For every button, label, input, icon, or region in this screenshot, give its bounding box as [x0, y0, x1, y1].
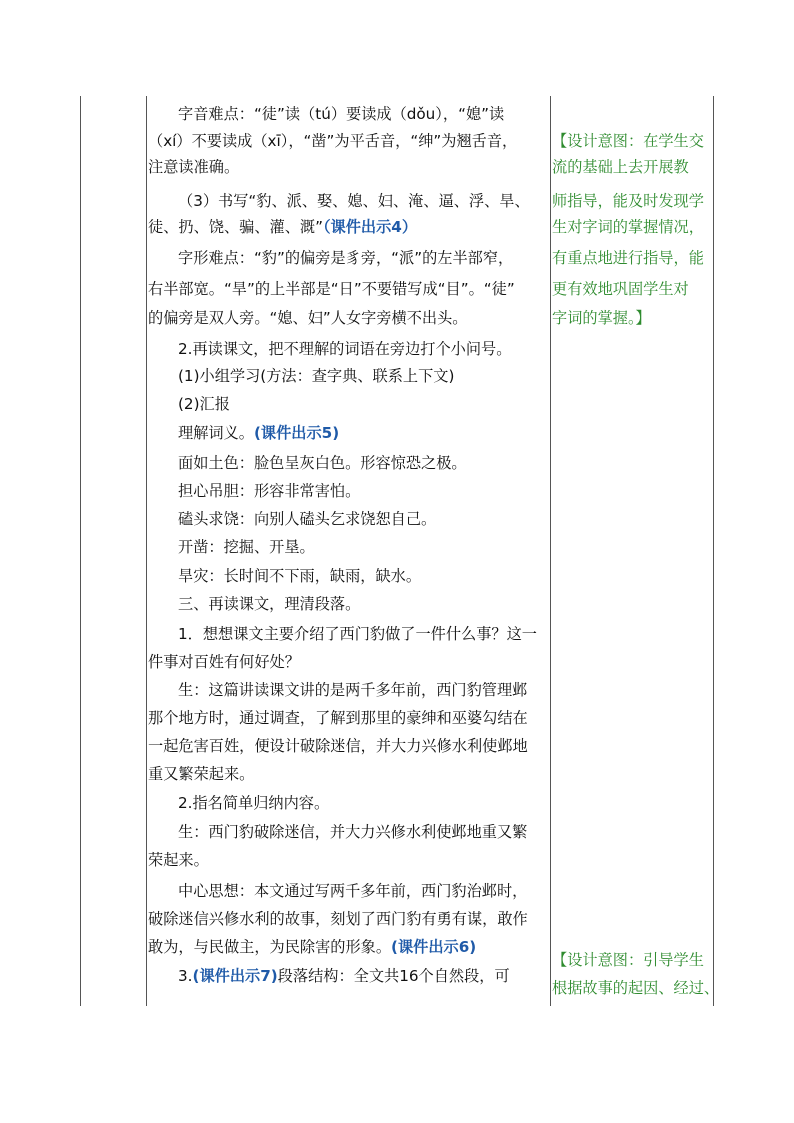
text-line	[148, 909, 528, 929]
design-intent-line: 流的基础上去开展教	[552, 158, 689, 176]
text-line	[148, 937, 476, 957]
text-line-body: 破除迷信兴修水利的故事，刻划了西门豹有勇有谋，敢作	[148, 910, 528, 928]
text-line-body: 右半部宽。“旱”的上半部是“日”不要错写成“目”。“徒”	[148, 280, 515, 298]
text-line-body: 理解词义。	[178, 424, 254, 442]
text-line	[148, 104, 504, 124]
text-line-body: 开凿：挖掘、开垦。	[178, 538, 315, 556]
text-line-body: 磕头求饶：向别人磕头乞求饶恕自己。	[178, 510, 437, 528]
slide-reference: （课件出示4）	[322, 218, 418, 236]
text-line	[148, 423, 339, 443]
table-border-left	[80, 96, 81, 1006]
text-line-body: 重又繁荣起来。	[148, 765, 255, 783]
text-line-body: 担心吊胆：形容非常害怕。	[178, 482, 361, 500]
text-line	[148, 708, 528, 728]
text-line-body: 那个地方时，通过调查，了解到那里的豪绅和巫婆勾结在	[148, 709, 528, 727]
text-line-body: 生：这篇讲读课文讲的是两千多年前，西门豹管理邺	[178, 681, 528, 699]
text-line	[148, 339, 511, 359]
text-line	[148, 652, 300, 672]
text-line	[148, 279, 515, 299]
text-line-body: 徒、扔、饶、骗、灌、溉”	[148, 218, 323, 236]
text-line	[148, 966, 510, 986]
text-line	[148, 453, 467, 473]
text-line-body: (1)小组学习(方法：查字典、联系上下文)	[178, 367, 455, 385]
text-line	[148, 366, 454, 386]
table-border-col2	[550, 96, 551, 1006]
text-line-body: 中心思想：本文通过写两千多年前，西门豹治邺时，	[178, 882, 528, 900]
text-line-body: 2.指名简单归纳内容。	[178, 794, 330, 812]
text-line-body: 3.	[178, 967, 193, 985]
text-line-body: 2.再读课文，把不理解的词语在旁边打个小问号。	[178, 340, 512, 358]
text-line	[148, 191, 530, 211]
text-line-body: 面如土色：脸色呈灰白色。形容惊恐之极。	[178, 454, 467, 472]
text-line-body: 生：西门豹破除迷信，并大力兴修水利使邺地重又繁	[178, 823, 528, 841]
design-intent-line: 生对字词的掌握情况，	[552, 218, 704, 236]
text-line-body: 敢为，与民做主，为民除害的形象。	[148, 938, 391, 956]
text-line-body: 注意读准确。	[148, 158, 240, 176]
slide-reference: (课件出示5)	[253, 424, 340, 442]
slide-reference: (课件出示6)	[391, 938, 477, 956]
text-line	[148, 594, 360, 614]
design-intent-line: 根据故事的起因、经过、	[552, 979, 720, 997]
text-line	[148, 248, 513, 268]
text-line	[148, 537, 315, 557]
text-line-tail: 段落结构：全文共16个自然段，可	[277, 967, 510, 985]
design-intent-line: 有重点地进行指导，能	[552, 249, 704, 267]
text-line	[148, 217, 417, 237]
table-border-right	[713, 96, 714, 1006]
text-line	[148, 308, 468, 328]
text-line	[148, 680, 527, 700]
slide-reference: (课件出示7)	[192, 967, 278, 985]
text-line-body: 件事对百姓有何好处？	[148, 653, 300, 671]
table-border-col1	[146, 96, 147, 1006]
design-intent-line: 更有效地巩固学生对	[552, 280, 689, 298]
text-line	[148, 736, 528, 756]
text-line	[148, 481, 360, 501]
text-line-body: 荣起来。	[148, 851, 209, 869]
text-line-body: 字音难点：“徒”读（tú）要读成（dǒu），“媳”读	[178, 105, 505, 123]
text-line	[148, 764, 254, 784]
design-intent-line: 【设计意图：引导学生	[552, 951, 704, 969]
text-line-body: （xí）不要读成（xī），“凿”为平舌音，“绅”为翘舌音，	[148, 132, 518, 150]
text-line-body: 的偏旁是双人旁。“媳、妇”人女字旁横不出头。	[148, 309, 468, 327]
design-intent-line: 师指导，能及时发现学	[552, 192, 704, 210]
text-line-body: 1．想想课文主要介绍了西门豹做了一件什么事？这一	[178, 625, 537, 643]
text-line-body: 三、再读课文，理清段落。	[178, 595, 361, 613]
text-line	[148, 394, 230, 414]
text-line	[148, 566, 421, 586]
text-line	[148, 131, 517, 151]
design-intent-line: 【设计意图：在学生交	[552, 132, 704, 150]
text-line	[148, 624, 537, 644]
design-intent-line: 字词的掌握。】	[552, 309, 651, 327]
text-line-body: 字形难点：“豹”的偏旁是豸旁，“派”的左半部窄，	[178, 249, 514, 267]
text-line	[148, 793, 329, 813]
text-line	[148, 822, 527, 842]
text-line	[148, 850, 209, 870]
text-line-body: （3）书写“豹、派、娶、媳、妇、淹、逼、浮、旱、	[178, 192, 530, 210]
text-line	[148, 157, 239, 177]
text-line	[148, 509, 436, 529]
text-line-body: 旱灾：长时间不下雨，缺雨，缺水。	[178, 567, 421, 585]
text-line	[148, 881, 527, 901]
text-line-body: (2)汇报	[178, 395, 230, 413]
text-line-body: 一起危害百姓，便设计破除迷信，并大力兴修水利使邺地	[148, 737, 528, 755]
